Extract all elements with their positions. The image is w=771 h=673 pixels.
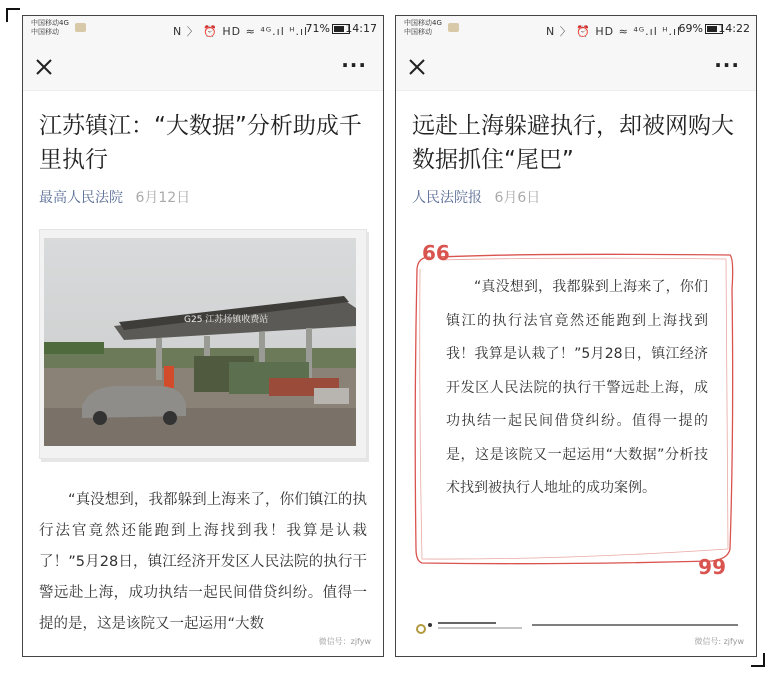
article-source-link[interactable]: 人民法院报 [412,190,482,206]
wechat-watermark: 微信号：zjfyw [318,637,371,646]
notification-icon [448,23,459,32]
article-body: “真没想到，我都躲到上海来了，你们镇江的执行法官竟然还能跑到上海找到我！我算是认栽了！”5月28日，镇江经济开发区人民法院的执行干警远赴上海，成功执结一起民间借贷纠纷。值得一提的是，这是该院又一起运用“大数 [39,492,367,632]
close-icon[interactable] [406,56,428,78]
carrier-label: 中国移动4G 中国移动 [404,19,442,36]
carrier-label: 中国移动4G 中国移动 [31,19,69,36]
quote-open-mark: 66 [422,241,450,265]
article-meta [39,187,367,207]
clock: 14:17 [345,22,377,35]
clock: 14:22 [718,22,750,35]
article-title: 远赴上海躲避执行，却被网购大数据抓住“尾巴” [412,113,734,173]
quote-box [412,241,738,579]
article-date: 6月12日 [135,190,191,206]
article-content [396,109,756,207]
status-icons: N 〉 ⏰ HD ≈ ⁴ᴳ.ıl ᴴ.ıl [173,25,309,38]
close-icon[interactable] [33,56,55,78]
status-icons: N 〉 ⏰ HD ≈ ⁴ᴳ.ıl ᴴ.ıl [546,25,682,38]
left-phone-screen [22,15,384,657]
quote-close-mark: 99 [698,555,726,579]
battery-indicator: 71% [306,22,350,35]
more-options-icon[interactable]: ··· [341,53,367,77]
battery-indicator: 69% [679,22,723,35]
article-nav-bar [396,44,756,91]
quote-text: “真没想到，我都躲到上海来了，你们镇江的执行法官竟然还能跑到上海找到我！我算是认栽了！”5月28日，镇江经济开发区人民法院的执行干警远赴上海，成功执结一起民间借贷纠纷。值得一提的是，这是该院又一起运用“大数据”分析技术找到被执行人地址的成功案例。 [446,279,708,496]
notification-icon [75,23,86,32]
right-phone-screen [395,15,757,657]
status-bar [396,16,756,44]
more-options-icon[interactable]: ··· [714,53,740,77]
article-source-link[interactable]: 最高人民法院 [39,190,123,206]
status-bar [23,16,383,44]
article-photo-frame [39,229,367,459]
article-content [23,109,383,640]
footer-divider-graphic [412,616,738,646]
wechat-watermark: 微信号: zjfyw [694,637,744,646]
article-meta [412,187,740,207]
toll-station-photo [44,238,356,446]
corner-mark-top-left [6,8,20,22]
photo-sign-text: G25 江苏扬镇收费站 [184,315,269,325]
article-nav-bar [23,44,383,91]
article-date: 6月6日 [494,190,541,206]
article-title: 江苏镇江：“大数据”分析助成千里执行 [39,113,362,173]
